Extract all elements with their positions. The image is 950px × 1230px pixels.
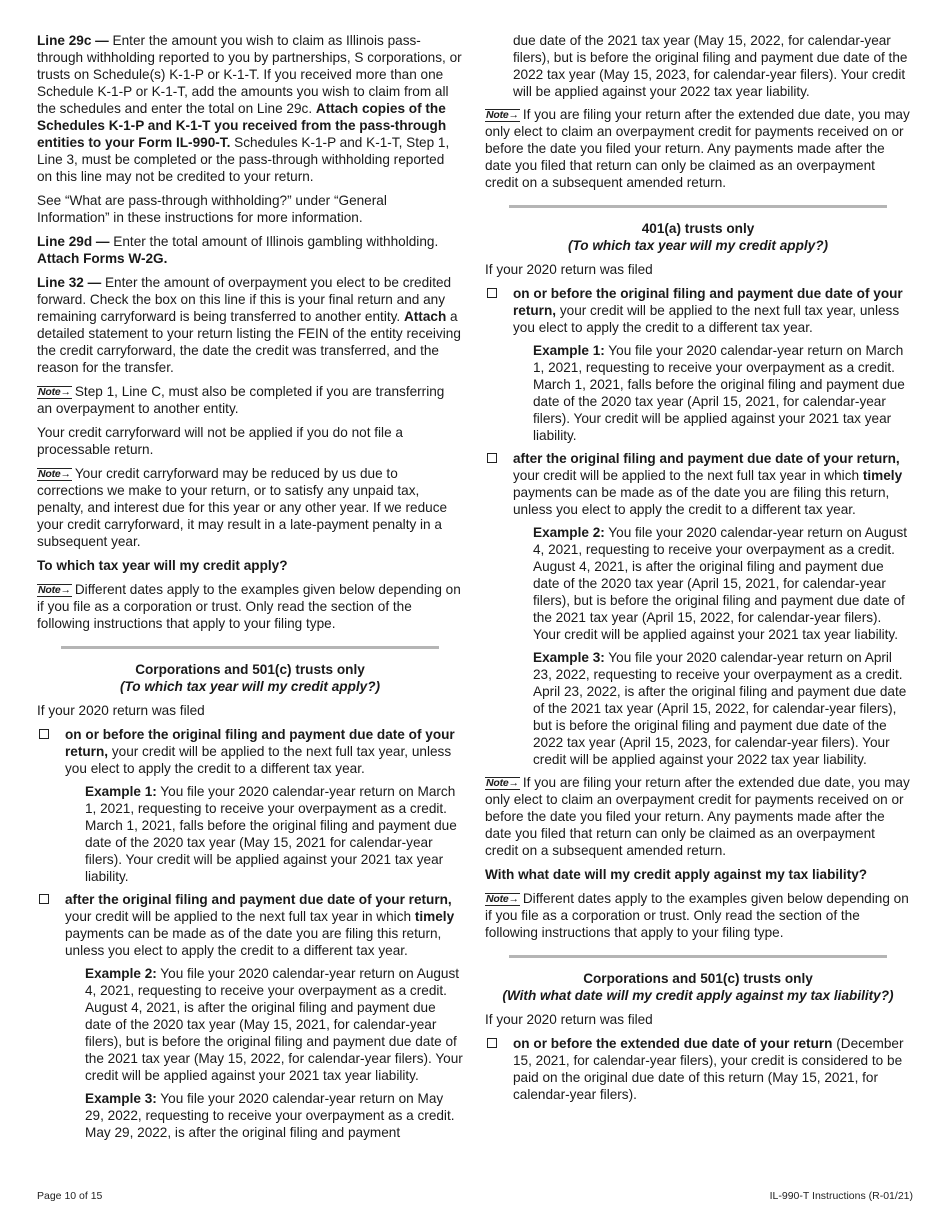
note-icon: Note→: [486, 777, 519, 789]
note-paragraph: Note→ Different dates apply to the examples given below depending on if you file as a corporation or trust. Only read the section of the following instructions that apply to your filing type.: [485, 891, 909, 940]
section-title: Corporations and 501(c) trusts only: [135, 662, 365, 677]
which-year-heading: To which tax year will my credit apply?: [37, 558, 288, 573]
option-item: on or before the original filing and payment due date of your return, your credit will be applied to the next full tax year, unless you elect to apply the credit to a different tax year.: [485, 285, 911, 336]
note-paragraph: Note→ If you are filing your return after the extended due date, you may only elect to claim an overpayment credit for payments received on or before the date you filed your return. Any payments made after the date you filed that return can only be claimed as an overpayment credit on a subsequent amended return.: [485, 107, 910, 190]
if-filed-text: If your 2020 return was filed: [485, 1012, 653, 1027]
example-3: Example 3: You file your 2020 calendar-year return on May 29, 2022, requesting to receive your overpayment as a credit. May 29, 2022, is after the original filing and payment: [85, 1091, 455, 1140]
section-divider: [509, 955, 887, 958]
note-icon: Note→: [486, 893, 519, 905]
section-title: Corporations and 501(c) trusts only: [583, 971, 813, 986]
if-filed-text: If your 2020 return was filed: [485, 262, 653, 277]
left-column: [37, 32, 463, 1147]
checkbox-icon: [487, 453, 497, 463]
line-32-paragraph: Line 32 — Enter the amount of overpayment you elect to be credited forward. Check the box on this line if this is your final return and any remaining carryforward is being transferred to another entity. Attach a detailed statement to your return listing the FEIN of the entity receiving the credit carryforward, the date the credit was transferred, and the reason for the transfer.: [37, 275, 461, 375]
section-subtitle: (With what date will my credit apply against my tax liability?): [502, 988, 894, 1003]
section-divider: [61, 646, 439, 649]
example-3: Example 3: You file your 2020 calendar-year return on April 23, 2022, requesting to receive your overpayment as a credit. April 23, 2022, is after the original filing and payment due date of the 2021 tax year (April 15, 2022, for calendar-year filers), but is before the original filing and payment due date of the 2022 tax year (April 15, 2023, for calendar-year filers). Your credit will be applied against your 2022 tax year liability.: [533, 650, 907, 767]
option-item: on or before the original filing and payment due date of your return, your credit will be applied to the next full tax year, unless you elect to apply the credit to a different tax year.: [37, 726, 463, 777]
note-paragraph: Note→ Different dates apply to the examples given below depending on if you file as a corporation or trust. Only read the section of the following instructions that apply to your filing type.: [37, 582, 461, 631]
carryforward-paragraph: Your credit carryforward will not be applied if you do not file a processable return.: [37, 425, 403, 457]
right-column: [485, 32, 911, 1109]
note-icon: Note→: [38, 468, 71, 480]
see-paragraph: See “What are pass-through withholding?” under “General Information” in these instructions for more information.: [37, 193, 387, 225]
option-item: after the original filing and payment due date of your return, your credit will be applied to the next full tax year in which timely payments can be made as of the date you are filing this return, unless you elect to apply the credit to a different tax year.: [37, 891, 463, 959]
checkbox-icon: [39, 729, 49, 739]
note-paragraph: Note→ Step 1, Line C, must also be completed if you are transferring an overpayment to another entity.: [37, 384, 445, 416]
line-29d-paragraph: Line 29d — Enter the total amount of Illinois gambling withholding. Attach Forms W-2G.: [37, 234, 439, 266]
date-heading: With what date will my credit apply against my tax liability?: [485, 867, 868, 882]
section-subtitle: (To which tax year will my credit apply?): [119, 679, 381, 694]
note-paragraph: Note→ If you are filing your return after the extended due date, you may only elect to claim an overpayment credit for payments received on or before the date you filed your return. Any payments made after the date you filed that return can only be claimed as an overpayment credit on a subsequent amended return.: [485, 775, 910, 858]
checkbox-icon: [487, 288, 497, 298]
page-number: Page 10 of 15: [37, 1190, 103, 1202]
form-id: IL-990-T Instructions (R-01/21): [769, 1190, 913, 1202]
option-item: after the original filing and payment due date of your return, your credit will be applied to the next full tax year in which timely payments can be made as of the date you are filing this return, unless you elect to apply the credit to a different tax year.: [485, 450, 911, 518]
section-title: 401(a) trusts only: [641, 221, 755, 236]
example-3-continued: due date of the 2021 tax year (May 15, 2022, for calendar-year filers), but is before the original filing and payment due date of the 2022 tax year (May 15, 2023, for calendar-year filers). Your credit will be applied against your 2022 tax year liability.: [513, 33, 908, 99]
note-icon: Note→: [38, 386, 71, 398]
option-item: on or before the extended due date of your return (December 15, 2021, for calendar-year filers), your credit is considered to be paid on the original due date of this return (May 15, 2021, for calendar-year filers).: [485, 1035, 911, 1103]
example-1: Example 1: You file your 2020 calendar-year return on March 1, 2021, requesting to receive your overpayment as a credit. March 1, 2021, falls before the original filing and payment due date of the 2020 tax year (April 15, 2021, for calendar-year filers). Your credit will be applied against your 2021 tax year liability.: [533, 343, 905, 443]
example-2: Example 2: You file your 2020 calendar-year return on August 4, 2021, requesting to receive your overpayment as a credit. August 4, 2021, is after the original filing and payment due date of the 2020 tax year (April 15, 2021, for calendar-year filers), but is before the original filing and payment due date of the 2021 tax year (April 15, 2022, for calendar-year filers). Your credit will be applied against your 2021 tax year liability.: [533, 525, 908, 642]
if-filed-text: If your 2020 return was filed: [37, 703, 205, 718]
note-icon: Note→: [38, 584, 71, 596]
note-paragraph: Note→ Your credit carryforward may be reduced by us due to corrections we make to your return, or to satisfy any unpaid tax, penalty, and interest due for this year or any other year. If we reduce your credit carryforward, it may result in a late-payment penalty in a subsequent year.: [37, 466, 448, 549]
line-29c-paragraph: Line 29c — Enter the amount you wish to claim as Illinois pass-through withholding reported to you by partnerships, S corporations, or trusts on Schedule(s) K-1-P or K-1-T. If you received more than one Schedule K-1-P or K-1-T, add the amounts you wish to claim from all the schedules and enter the total on Line 29c. Attach copies of the Schedules K-1-P and K-1-T you received from the pass-through entities to your Form IL-990-T. Schedules K-1-P and K-1-T, Step 1, Line 3, must be completed or the pass-through withholding reported on this line may not be credited to your return.: [37, 33, 462, 184]
note-icon: Note→: [486, 109, 519, 121]
checkbox-icon: [39, 894, 49, 904]
example-1: Example 1: You file your 2020 calendar-year return on March 1, 2021, requesting to receive your overpayment as a credit. March 1, 2021, falls before the original filing and payment due date of the 2020 tax year (May 15, 2021 for calendar-year filers). Your credit will be applied against your 2021 tax year liability.: [85, 784, 457, 884]
example-2: Example 2: You file your 2020 calendar-year return on August 4, 2021, requesting to receive your overpayment as a credit. August 4, 2021, is after the original filing and payment due date of the 2020 tax year (May 15, 2021, for calendar-year filers), but is before the original filing and payment due date of the 2021 tax year (May 15, 2022, for calendar-year filers). Your credit will be applied against your 2021 tax year liability.: [85, 966, 463, 1083]
section-divider: [509, 205, 887, 208]
checkbox-icon: [487, 1038, 497, 1048]
section-subtitle: (To which tax year will my credit apply?): [567, 238, 829, 253]
